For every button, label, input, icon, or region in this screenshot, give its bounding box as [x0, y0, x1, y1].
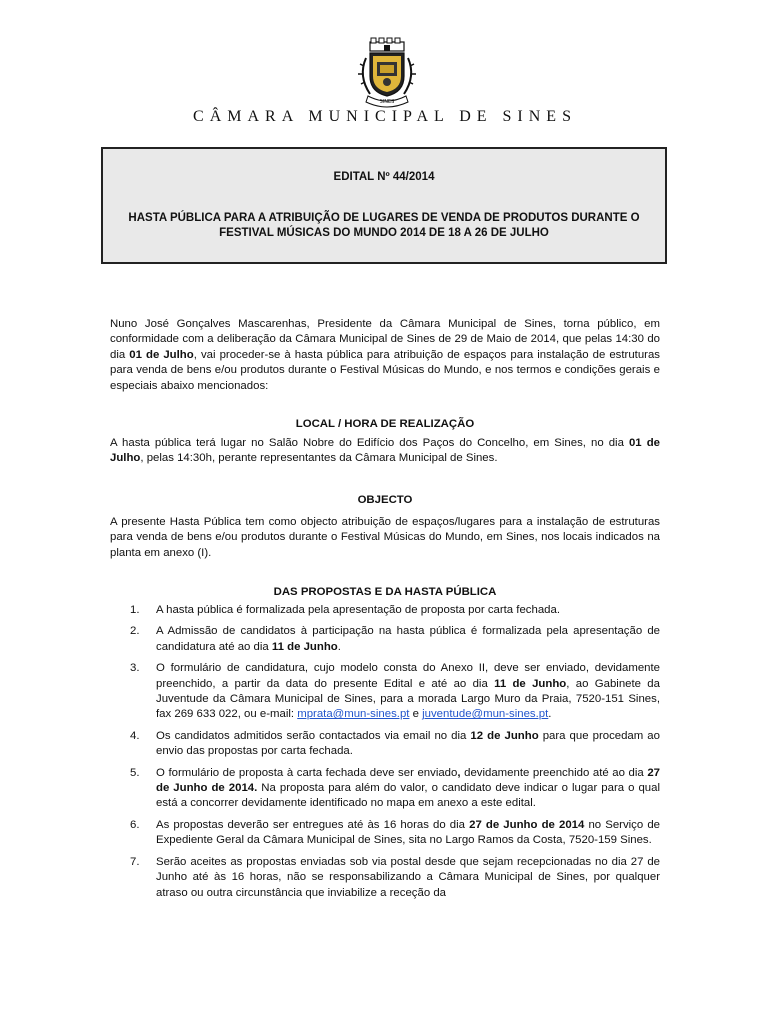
list-item-date: 12 de Junho [470, 729, 539, 742]
list-item-number: 7. [130, 855, 140, 868]
list-item [110, 661, 660, 723]
propostas-list [110, 603, 660, 907]
local-date: 01 de Julho [110, 437, 660, 465]
edital-title: HASTA PÚBLICA PARA A ATRIBUIÇÃO DE LUGARES DE VENDA DE PRODUTOS DURANTE O FESTIVAL MÚSICAS DO MUNDO 2014 DE 18 A 26 DE JULHO [128, 212, 640, 239]
municipal-crest-logo [340, 36, 434, 108]
list-item [110, 818, 660, 849]
email-link-mprata[interactable]: mprata@mun-sines.pt [297, 708, 410, 721]
list-item [110, 855, 660, 901]
intro-text-1: Nuno José Gonçalves Mascarenhas, Presidente da Câmara Municipal de Sines, torna público, em conformidade com a deliberação da Câmara Municipal de Sines de 29 de Maio de 2014, que pelas 14:30 do dia [110, 318, 660, 361]
edital-header-box [101, 147, 667, 264]
list-item-text: no Serviço de Expediente Geral da Câmara Municipal de Sines, sita no Largo Ramos da Costa, 7520-159 Sines. [156, 818, 660, 847]
local-text-2: , pelas 14:30h, perante representantes da Câmara Municipal de Sines. [140, 452, 498, 465]
list-item [110, 766, 660, 812]
email-link-juventude[interactable]: juventude@mun-sines.pt [422, 708, 549, 721]
local-paragraph [110, 436, 660, 467]
list-item-date: 27 de Junho de 2014. [156, 766, 660, 795]
section-title-objecto: OBJECTO [357, 494, 413, 506]
intro-text-2: , vai proceder-se à hasta pública para atribuição de espaços para instalação de estruturas para venda de bens e/ou produtos durante o Festival Músicas do Mundo, e nos termos e condições gerais e especiais abaixo mencionados: [110, 348, 660, 392]
local-text-1: A hasta pública terá lugar no Salão Nobre do Edifício dos Paços do Concelho, em Sines, no dia [110, 437, 629, 449]
list-item-number: 2. [130, 625, 140, 638]
list-item-number: 5. [130, 766, 140, 779]
intro-paragraph [110, 317, 660, 394]
edital-number: EDITAL Nº 44/2014 [333, 171, 435, 183]
list-item-text: Serão aceites as propostas enviadas sob via postal desde que sejam recepcionadas no dia 27 de Junho até às 16 horas, não se responsabilizando a Câmara Municipal de Sines, por qualquer atraso ou outra circunstância que inviabilize a receção da [156, 855, 660, 899]
list-item-date: 11 de Junho [494, 677, 567, 690]
list-item-date: 11 de Junho [271, 640, 338, 653]
list-item-text: para que procedam ao envio das propostas por carta fechada. [156, 729, 660, 758]
list-item-number: 1. [130, 604, 140, 616]
list-item-text: Os candidatos admitidos serão contactados via email no dia [156, 729, 471, 742]
list-item-text: A Admissão de candidatos à participação na hasta pública é formalizada pela apresentação de candidatura até ao dia [156, 625, 660, 653]
list-item-text: O formulário de proposta à carta fechada deve ser enviado [156, 766, 458, 779]
list-item [110, 729, 660, 760]
list-item [110, 624, 660, 655]
list-item-text: , ao Gabinete da Juventude da Câmara Municipal de Sines, para a morada Largo Muro da Praia, 7520-151 Sines, fax 269 633 022, ou e-mail: [156, 677, 660, 721]
organization-name: CÂMARA MUNICIPAL DE SINES [193, 108, 577, 125]
list-item-number: 6. [130, 818, 140, 831]
list-item-text: e [409, 708, 423, 721]
list-item-date: 27 de Junho de 2014 [469, 818, 585, 831]
list-item-text: Na proposta para além do valor, o candidato deve indicar o lugar para o qual está a concorrer devidamente identificado no mapa em anexo a este edital. [156, 782, 660, 810]
list-item-text: . [337, 640, 341, 653]
list-item-number: 4. [130, 729, 140, 742]
section-title-local: LOCAL / HORA DE REALIZAÇÃO [295, 418, 475, 430]
objecto-paragraph: A presente Hasta Pública tem como objecto atribuição de espaços/lugares para a instalação de estruturas para venda de bens e/ou produtos durante o Festival Músicas do Mundo, em Sines, nos locais indicados na planta em anexo (I). [110, 516, 660, 559]
list-item-text: A hasta pública é formalizada pela apresentação de proposta por carta fechada. [156, 604, 561, 616]
list-item-text: As propostas deverão ser entregues até às 16 horas do dia [156, 818, 470, 831]
section-title-propostas: DAS PROPOSTAS E DA HASTA PÚBLICA [273, 586, 497, 598]
list-item-number: 3. [130, 662, 140, 675]
intro-date: 01 de Julho [129, 348, 194, 361]
list-item [110, 603, 660, 618]
list-item-text: , [457, 766, 461, 779]
list-item-text: . [548, 708, 552, 721]
list-item-text: devidamente preenchido até ao dia [460, 766, 648, 779]
crest-ribbon-text: SINES [379, 99, 395, 105]
list-item-text: O formulário de candidatura, cujo modelo consta do Anexo II, deve ser enviado, devidamente preenchido, a partir da data do presente Edital e até ao dia [156, 662, 660, 690]
